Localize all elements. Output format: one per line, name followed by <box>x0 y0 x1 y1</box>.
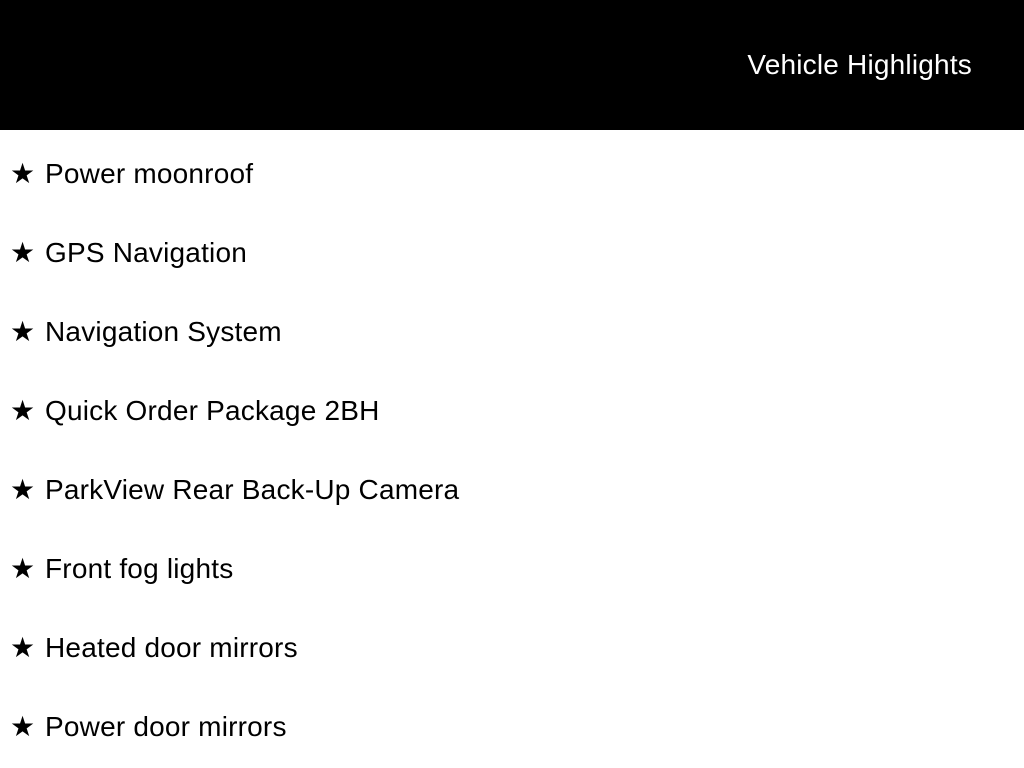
list-item <box>10 371 1024 450</box>
item-label: ParkView Rear Back-Up Camera <box>45 473 460 505</box>
item-label: Quick Order Package 2BH <box>45 394 380 426</box>
list-item <box>10 213 1024 292</box>
list-item <box>10 529 1024 608</box>
item-label: Power moonroof <box>45 157 254 189</box>
highlights-list <box>0 130 1024 766</box>
star-icon: ★ <box>10 710 36 742</box>
page-title: Vehicle Highlights <box>747 49 972 80</box>
star-icon: ★ <box>10 315 36 347</box>
item-label: Power door mirrors <box>45 710 287 742</box>
list-item <box>10 450 1024 529</box>
item-label: GPS Navigation <box>45 236 248 268</box>
star-icon: ★ <box>10 631 36 663</box>
star-icon: ★ <box>10 552 36 584</box>
item-label: Front fog lights <box>45 552 234 584</box>
list-item <box>10 292 1024 371</box>
star-icon: ★ <box>10 473 36 505</box>
header-bar <box>0 0 1024 130</box>
star-icon: ★ <box>10 157 36 189</box>
list-item <box>10 687 1024 766</box>
item-label: Heated door mirrors <box>45 631 298 663</box>
star-icon: ★ <box>10 236 36 268</box>
item-label: Navigation System <box>45 315 282 347</box>
list-item <box>10 608 1024 687</box>
star-icon: ★ <box>10 394 36 426</box>
list-item <box>10 134 1024 213</box>
